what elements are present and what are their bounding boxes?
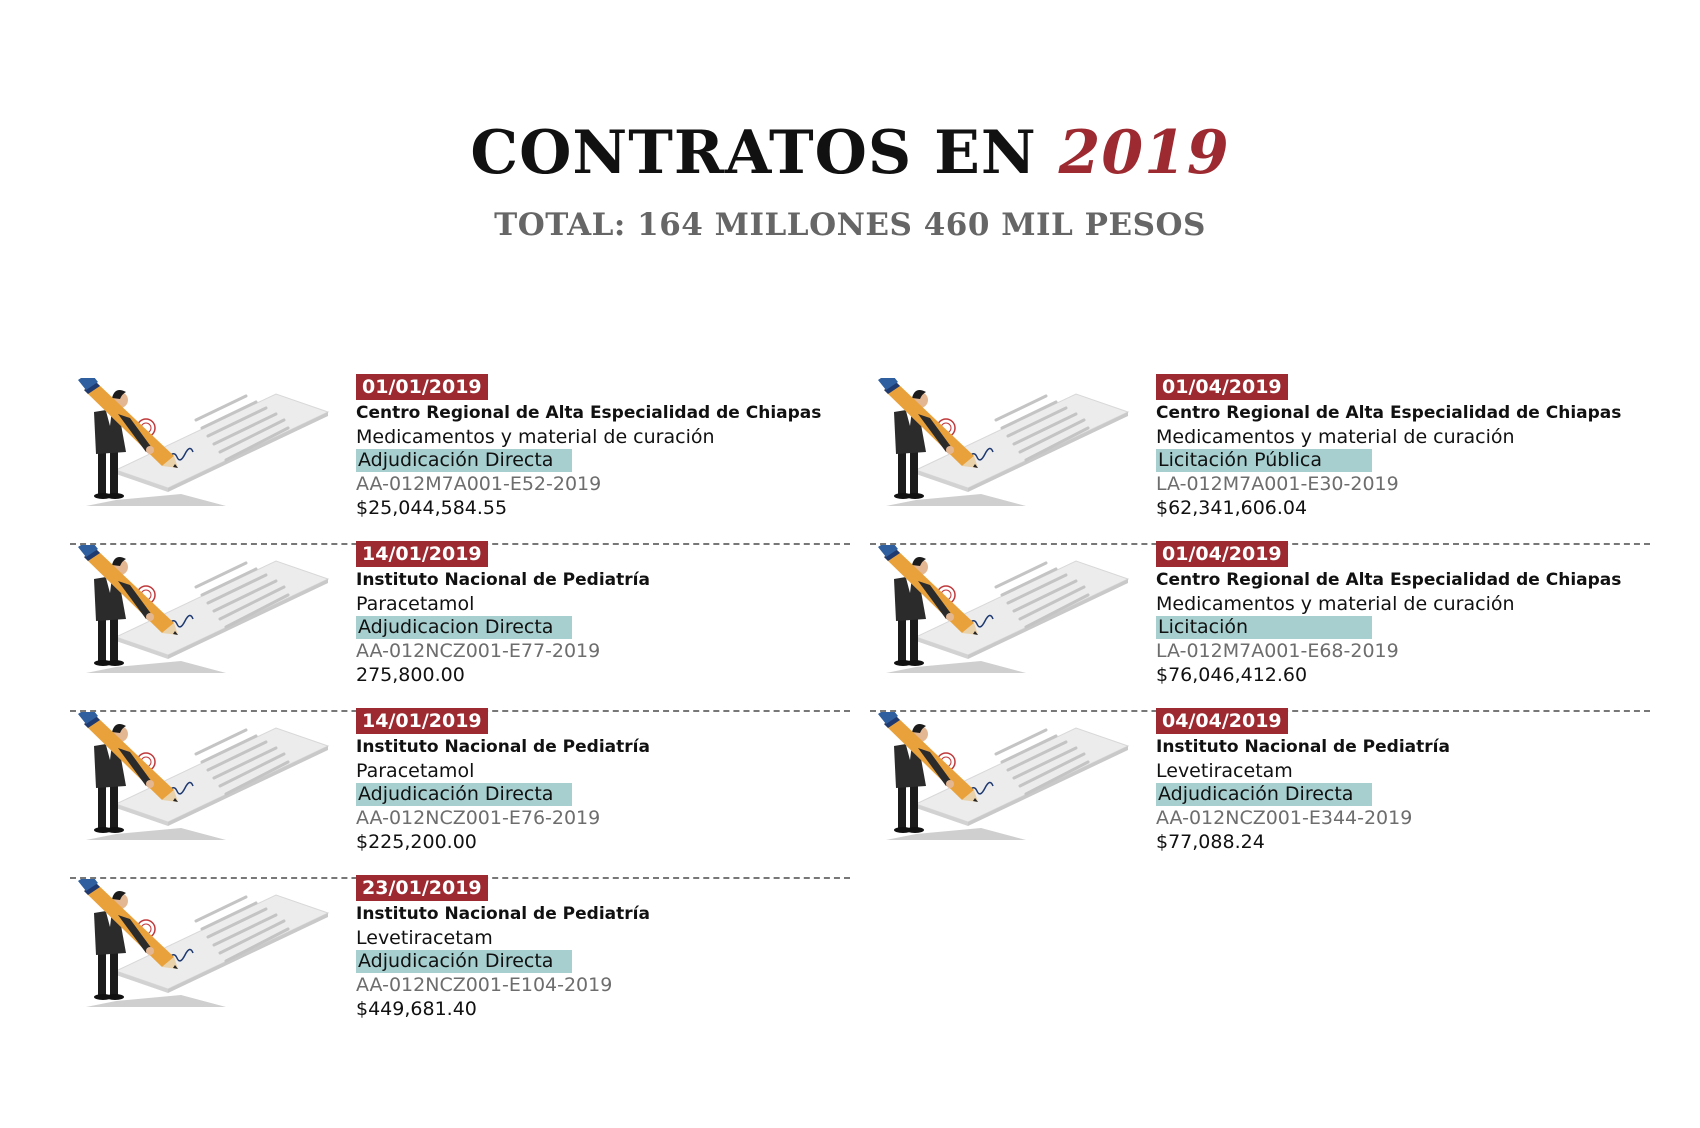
contract-code: LA-012M7A001-E68-2019	[1156, 640, 1399, 662]
man-signing-contract-icon	[76, 378, 346, 518]
contract-amount: $76,046,412.60	[1156, 664, 1308, 686]
man-signing-contract-icon	[76, 879, 346, 1019]
contract-procedure: Adjudicación Directa	[356, 950, 572, 973]
contract-card	[70, 871, 860, 1046]
contract-item: Paracetamol	[356, 593, 475, 615]
contract-date: 01/01/2019	[356, 374, 488, 400]
contract-code: AA-012NCZ001-E77-2019	[356, 640, 601, 662]
contract-card	[870, 537, 1660, 712]
contract-date: 14/01/2019	[356, 541, 488, 567]
contract-institution: Instituto Nacional de Pediatría	[1156, 737, 1450, 757]
contract-card	[870, 370, 1660, 545]
contract-amount: $25,044,584.55	[356, 497, 508, 519]
page-title	[0, 118, 1700, 188]
contract-procedure: Adjudicación Directa	[356, 783, 572, 806]
contract-procedure: Adjudicación Directa	[1156, 783, 1372, 806]
contract-code: AA-012NCZ001-E344-2019	[1156, 807, 1413, 829]
contract-card	[70, 370, 860, 545]
contract-institution: Instituto Nacional de Pediatría	[356, 737, 650, 757]
contract-date: 23/01/2019	[356, 875, 488, 901]
contract-item: Medicamentos y material de curación	[356, 426, 715, 448]
contract-item: Paracetamol	[356, 760, 475, 782]
contract-amount: $449,681.40	[356, 998, 477, 1020]
contract-institution: Instituto Nacional de Pediatría	[356, 904, 650, 924]
contract-date: 14/01/2019	[356, 708, 488, 734]
contract-code: AA-012NCZ001-E76-2019	[356, 807, 601, 829]
contract-procedure: Licitación	[1156, 616, 1372, 639]
man-signing-contract-icon	[876, 545, 1146, 685]
contract-date: 04/04/2019	[1156, 708, 1288, 734]
contract-institution: Centro Regional de Alta Especialidad de Chiapas	[1156, 403, 1622, 423]
contract-card	[70, 537, 860, 712]
contract-item: Levetiracetam	[1156, 760, 1293, 782]
contract-amount: 275,800.00	[356, 664, 465, 686]
contract-item: Levetiracetam	[356, 927, 493, 949]
contract-institution: Instituto Nacional de Pediatría	[356, 570, 650, 590]
title-year: 2019	[1058, 118, 1230, 188]
contract-date: 01/04/2019	[1156, 541, 1288, 567]
contract-procedure: Adjudicacion Directa	[356, 616, 572, 639]
man-signing-contract-icon	[76, 712, 346, 852]
contract-procedure: Licitación Pública	[1156, 449, 1372, 472]
contract-institution: Centro Regional de Alta Especialidad de Chiapas	[356, 403, 822, 423]
man-signing-contract-icon	[76, 545, 346, 685]
contract-item: Medicamentos y material de curación	[1156, 593, 1515, 615]
contract-card	[70, 704, 860, 879]
contract-amount: $225,200.00	[356, 831, 477, 853]
contract-code: AA-012M7A001-E52-2019	[356, 473, 602, 495]
contract-card	[870, 704, 1660, 879]
contract-amount: $77,088.24	[1156, 831, 1265, 853]
contract-date: 01/04/2019	[1156, 374, 1288, 400]
page-subtitle: TOTAL: 164 MILLONES 460 MIL PESOS	[494, 207, 1206, 243]
contract-institution: Centro Regional de Alta Especialidad de Chiapas	[1156, 570, 1622, 590]
contract-procedure: Adjudicación Directa	[356, 449, 572, 472]
man-signing-contract-icon	[876, 712, 1146, 852]
man-signing-contract-icon	[876, 378, 1146, 518]
contract-code: LA-012M7A001-E30-2019	[1156, 473, 1399, 495]
contract-code: AA-012NCZ001-E104-2019	[356, 974, 613, 996]
contract-item: Medicamentos y material de curación	[1156, 426, 1515, 448]
contract-amount: $62,341,606.04	[1156, 497, 1308, 519]
title-prefix: CONTRATOS EN	[470, 118, 1037, 188]
